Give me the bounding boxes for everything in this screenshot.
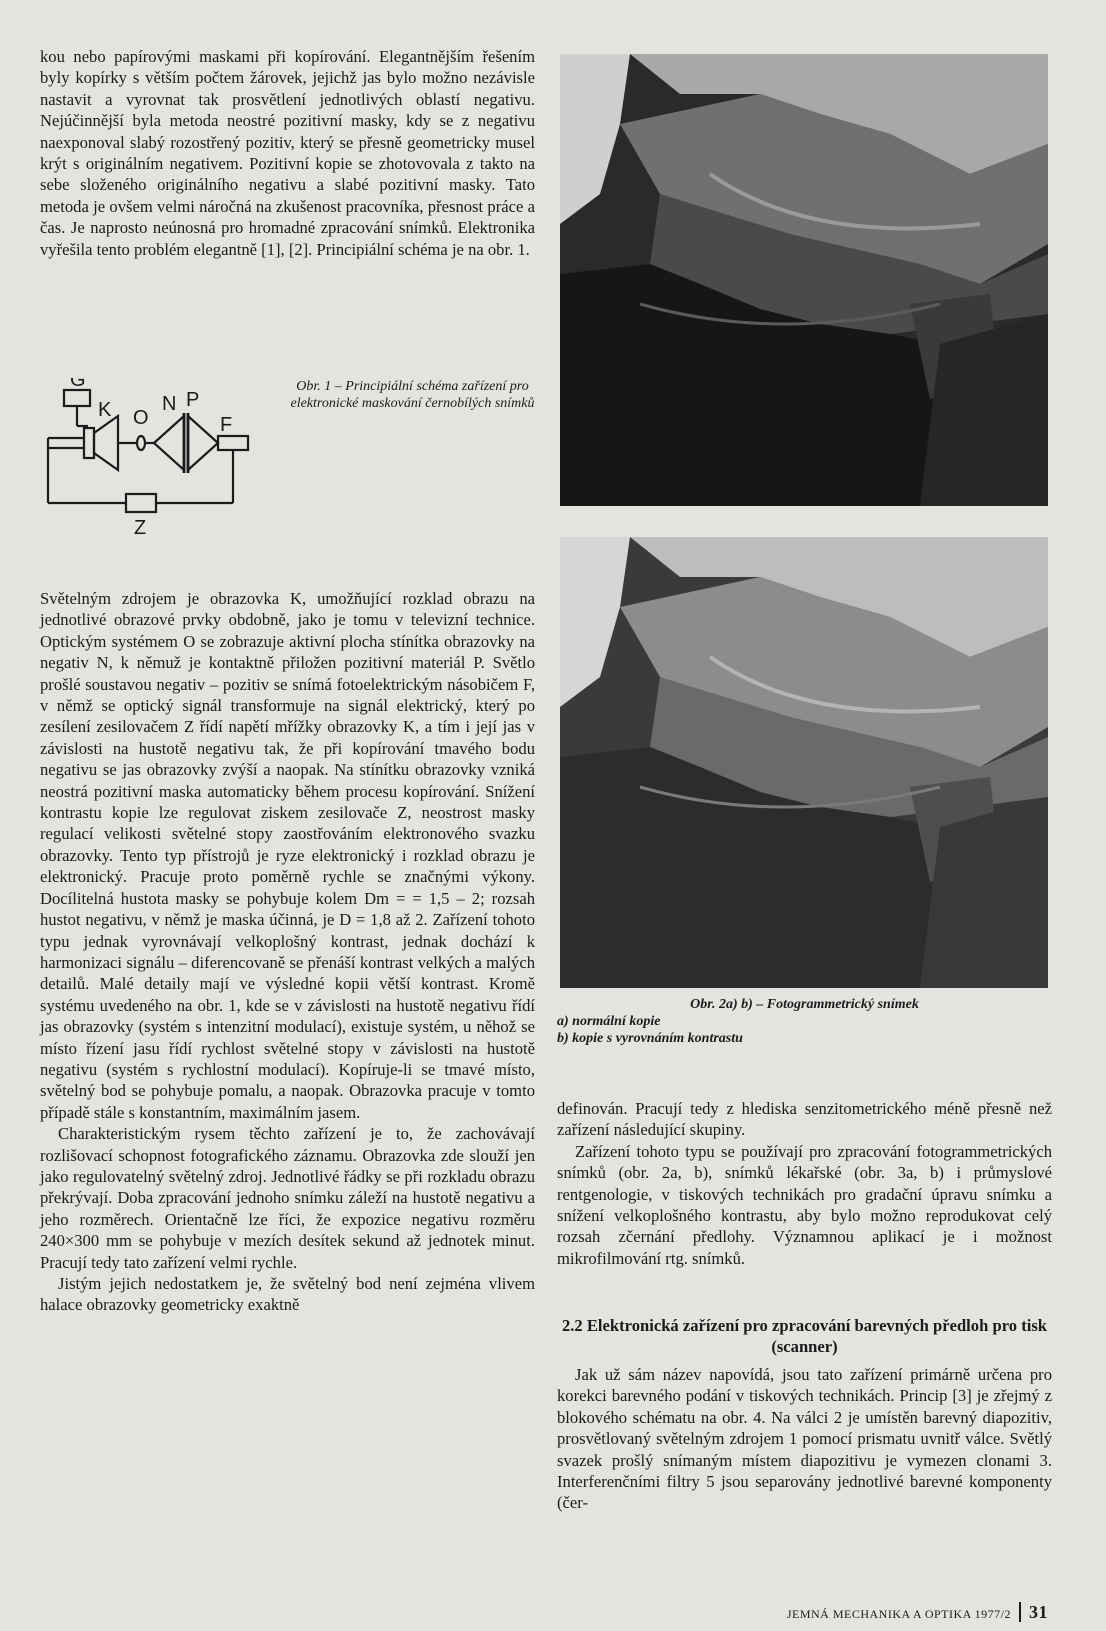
amplifier-z bbox=[126, 494, 156, 512]
paragraph: definován. Pracují tedy z hlediska senzitometrického méně přesně než zařízení následující skupiny. bbox=[557, 1099, 1052, 1140]
figure-1-caption: Obr. 1 – Principiální schéma zařízení pro elektronické maskování černobílých snímků bbox=[290, 379, 535, 411]
schematic-diagram bbox=[44, 378, 274, 558]
text-column-left-top bbox=[40, 46, 535, 260]
section-heading: 2.2 Elektronická zařízení pro zpracování barevných předloh pro tisk (scanner) bbox=[561, 1316, 1048, 1356]
figure-1-schematic bbox=[44, 378, 274, 558]
journal-name: JEMNÁ MECHANIKA A OPTIKA 1977/2 bbox=[786, 1607, 1011, 1621]
block-k bbox=[84, 428, 94, 458]
page-number: 31 bbox=[1019, 1602, 1048, 1622]
paragraph: Jak už sám název napovídá, jsou tato zařízení primárně určena pro korekci barevného podání v tiskových technikách. Princip [3] je zřejmý z blokového schématu na obr. 4. Na válci 2 je umístěn barevný diapozitiv, prosvětlovaný světelným zdrojem 1 pomocí prismatu uvnitř válce. Světlý svazek prošlý snímaným místem diapozitivu je vymezen clonami 3. Interferenčními filtry 5 jsou separovány jednotlivé barevné komponenty (čer- bbox=[557, 1365, 1052, 1513]
paragraph: Charakteristickým rysem těchto zařízení je to, že zachovávají rozlišovací schopnost fotografického záznamu. Obrazovka zde slouží jen jako regulovatelný světelný zdroj. Jednotlivé řádky se při rozkladu obrazu překrývají. Doba zpracování jednoho snímku záleží na hustotě negativu a jeho rozměrech. Orientačně lze říci, že expozice negativu rozměru 240×300 mm se pohybuje v mezích desítek sekund až jednotek minut. Pracují tedy tato zařízení velmi rychle. bbox=[40, 1124, 535, 1272]
text-column-left-main bbox=[40, 588, 535, 1316]
label-n: N bbox=[162, 393, 177, 415]
text-column-right-main bbox=[557, 1098, 1052, 1269]
multiplier-f bbox=[188, 416, 218, 470]
optics-o bbox=[137, 436, 145, 450]
label-o: O bbox=[133, 407, 149, 429]
label-g: G bbox=[70, 378, 86, 391]
photo-normal-copy bbox=[560, 54, 1048, 506]
paragraph: Světelným zdrojem je obrazovka K, umožňující rozklad obrazu na jednotlivé obrazové prvky obdobně, jako je tomu v televizní technice. Optickým systémem O se zobrazuje aktivní plocha stínítka obrazovky na negativ N, k němuž je kontaktně přiložen pozitivní materiál P. Světlo prošlé soustavou negativ – pozitiv se snímá fotoelektrickým násobičem F, v němž se optický signál transformuje na signál elektrický, který po zesílení zesilovačem Z řídí napětí mřížky obrazovky K, a tím i její jas v závislosti na hustotě negativu tak, že při kopírování tmavého bodu negativu se jas obrazovky zvýší a naopak. Na stínítku obrazovky vzniká neostrá pozitivní maska automaticky během procesu kopírování. Snížení kontrastu kopie lze regulovat ziskem zesilovače Z, neostrost masky regulací velikosti světelné stopy zaostřováním elektronového svazku obrazovky. Tento typ přístrojů je ryze elektronický i rozklad obrazu je elektronický. Pracuje proto poměrně rychle se značnými výkony. Docílitelná hustota masky se pohybuje kolem Dm = = 1,5 – 2; rozsah hustot negativu, v němž je maska účinná, je D = 1,8 až 2. Zařízení tohoto typu jednak vyrovnávají velkoplošný kontrast, jednak dochází k harmonizaci signálu – diferencovaně se přenáší kontrast velkých a malých detailů. Malé detaily mají ve výsledné kopii větší kontrast. Kromě systému uvedeného na obr. 1, kde se v závislosti na hustotě negativu řídí jas obrazovky (systém s intenzitní modulací), existuje systém, u něhož se místo řízení jasu řídí rychlost světelné stopy v závislosti na hustotě negativu (systém s rychlostní modulací). Kopíruje-li se tmavé místo, světelný bod se pohybuje pomalu, a naopak. Obrazovka pracuje v tomto případě stále s konstantním, maximálním jasem. bbox=[40, 589, 535, 1122]
paragraph: Jistým jejich nedostatkem je, že světelný bod není zejména vlivem halace obrazovky geometricky exaktně bbox=[40, 1274, 535, 1315]
aerial-photo-a bbox=[560, 54, 1048, 506]
page-footer bbox=[787, 1602, 1048, 1623]
figure-2-caption-title: Obr. 2a) b) – Fotogrammetrický snímek bbox=[690, 997, 919, 1012]
negative-n bbox=[154, 416, 184, 470]
crt-k bbox=[94, 416, 118, 470]
label-k: K bbox=[98, 399, 112, 421]
aerial-photo-b bbox=[560, 537, 1048, 988]
figure-2-caption-a: a) normální kopie bbox=[557, 1014, 661, 1029]
paragraph: Zařízení tohoto typu se používají pro zpracování fotogrammetrických snímků (obr. 2a, b), snímků lékařské (obr. 3a, b) i průmyslové rentgenologie, v tiskových technikách pro gradační úpravu snímku a snížení velkoplošného kontrastu, aby bylo možno reprodukovat celý rozsah zčernání předlohy. Významnou aplikací je i možnost mikrofilmování rtg. snímků. bbox=[557, 1141, 1052, 1268]
label-z: Z bbox=[134, 517, 147, 539]
label-f: F bbox=[220, 414, 233, 436]
photo-contrast-equalized bbox=[560, 537, 1048, 988]
label-p: P bbox=[186, 389, 200, 411]
text-column-right-section bbox=[557, 1364, 1052, 1514]
figure-2-caption bbox=[557, 996, 1052, 1047]
block-g bbox=[64, 390, 90, 406]
figure-2-caption-b: b) kopie s vyrovnáním kontrastu bbox=[557, 1031, 743, 1046]
paragraph: kou nebo papírovými maskami při kopírování. Elegantnějším řešením byly kopírky s větším počtem žárovek, jejichž jas bylo možno nezávisle nastavit a vyrovnat tak prosvětlení jednotlivých oblastí negativu. Nejúčinnější byla metoda neostré pozitivní masky, kdy se z negativu naexponoval slabý rozostřený pozitiv, který se přesně geometricky musel krýt s originálním negativem. Pozitivní kopie se zhotovovala z takto na sebe složeného originálního negativu a slabé pozitivní masky. Tato metoda je ovšem velmi náročná na zkušenost pracovníka, přesnost práce a čas. Je naprosto neúnosná pro hromadné zpracování snímků. Elektronika vyřešila tento problém elegantně [1], [2]. Principiální schéma je na obr. 1. bbox=[40, 47, 535, 259]
